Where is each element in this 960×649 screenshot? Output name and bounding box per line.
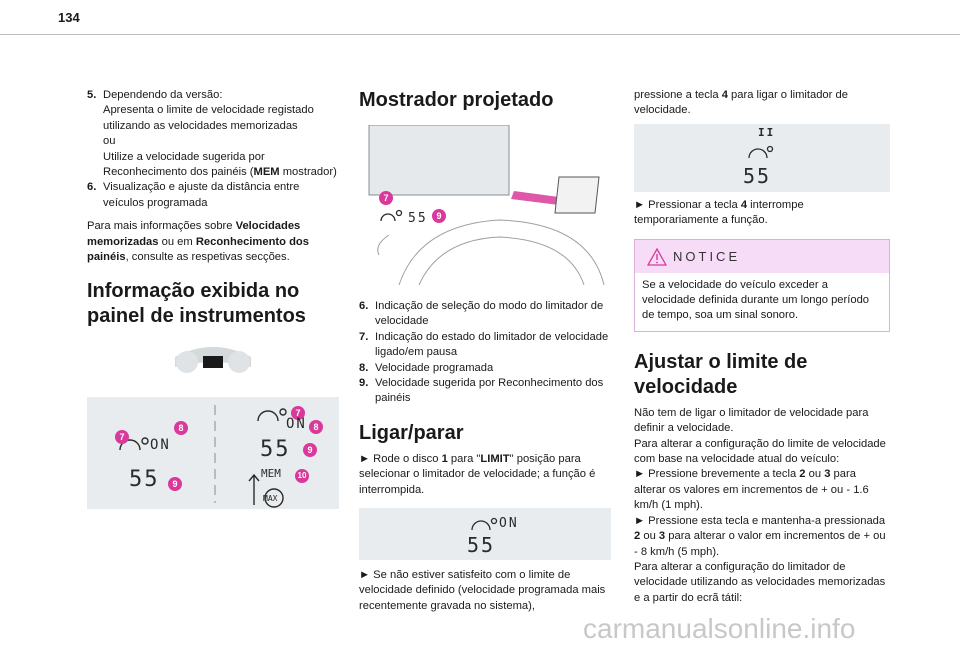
callout-badge: 7 <box>379 191 393 205</box>
pause-figure <box>634 124 890 192</box>
list-item <box>87 88 339 180</box>
column-right <box>634 88 890 606</box>
body-paragraph: Não tem de ligar o limitador de velocidade para definir a velocidade. <box>634 406 869 435</box>
column-middle <box>359 88 614 614</box>
list-item: 9. Velocidade sugerida por Reconhecimento dos painéis <box>359 377 604 405</box>
max-label: MAX <box>263 494 278 504</box>
body-paragraph: Para alterar a configuração do limite de velocidade com base na velocidade atual do veículo: <box>634 437 886 466</box>
on-indicator: ON <box>150 437 171 454</box>
on-indicator: ON <box>499 516 519 532</box>
speed-display: 55 <box>467 533 496 558</box>
list-text: ou <box>103 135 116 148</box>
speed-display: 55 <box>743 163 772 188</box>
callout-badge: 9 <box>432 209 446 223</box>
list-text-bold: MEM <box>253 166 280 179</box>
warning-icon <box>647 248 667 266</box>
cluster-figure <box>87 397 339 509</box>
list-item: 6. Indicação de seleção do modo do limitador de velocidade <box>359 300 604 328</box>
list-text: Apresenta o limite de velocidade registado utilizando as velocidades memorizadas <box>103 104 314 132</box>
list-text: mostrador) <box>279 166 337 179</box>
callout-badge: 8 <box>309 420 323 434</box>
body-paragraph: ► Se não estiver satisfeito com o limite de velocidade definido (velocidade programada mais recentemente gravada no sistema), <box>359 569 606 612</box>
notice-box <box>634 239 890 332</box>
watermark: carmanualsonline.info <box>583 613 856 644</box>
list-item: 8. Velocidade programada <box>359 361 494 374</box>
column-left <box>87 88 339 509</box>
list-number: 5. <box>87 89 97 101</box>
notice-body <box>635 273 889 331</box>
callout-badge: 9 <box>168 477 182 491</box>
list-item: 7. Indicação do estado do limitador de velocidade ligado/em pausa <box>359 330 609 359</box>
hud-figure-art <box>359 125 611 285</box>
body-paragraph: pressione a tecla 4 para ligar o limitador de velocidade. <box>634 89 848 117</box>
section-heading: Ligar/parar <box>359 421 464 444</box>
speed-display: 55 <box>408 211 428 226</box>
list-text: Utilize a velocidade sugerida por Reconhecimento dos painéis ( <box>103 150 265 179</box>
body-paragraph: ► Pressione brevemente a tecla 2 ou 3 para alterar os valores em incrementos de + ou - 1.6 km/h (1 mph). <box>634 468 869 512</box>
list-number: 6. <box>87 181 97 194</box>
notice-text: Se a velocidade do veículo exceder a velocidade definida durante um longo período de tempo, soa um sinal sonoro. <box>642 278 870 322</box>
notice-header <box>635 240 889 273</box>
list-item <box>87 180 339 211</box>
body-paragraph: ► Pressione esta tecla e mantenha-a pressionada 2 ou 3 para alterar o valor em incrementos de + ou - 8 km/h (5 mph). <box>634 514 886 558</box>
cluster-thumbnail <box>87 333 339 389</box>
header-rule <box>0 34 960 35</box>
list-text: Dependendo da versão: <box>103 89 223 101</box>
on-indicator: ON <box>286 416 307 433</box>
callout-badge: 8 <box>174 421 188 435</box>
callout-badge: 7 <box>291 406 305 420</box>
section-heading: Informação exibida no painel de instrumentos <box>87 280 306 328</box>
section-heading: Mostrador projetado <box>359 89 554 111</box>
speed-display: 55 <box>129 467 160 493</box>
mem-label: MEM <box>261 467 281 481</box>
hud-figure <box>359 125 611 285</box>
body-paragraph: ► Rode o disco 1 para "LIMIT" posição para selecionar o limitador de velocidade; a função é interrompida. <box>359 452 596 496</box>
body-paragraph: Para alterar a configuração do limitador de velocidade utilizando as velocidades memorizadas e a partir do ecrã tátil: <box>634 560 886 604</box>
page-number: 134 <box>58 10 80 25</box>
on-figure <box>359 508 611 560</box>
section-heading: Ajustar o limite de velocidade <box>634 350 808 398</box>
pause-indicator: II <box>758 125 776 139</box>
notice-title: NOTICE <box>673 248 741 264</box>
numbered-list <box>359 299 614 407</box>
list-text: Visualização e ajuste da distância entre veículos programada <box>103 181 300 209</box>
numbered-list <box>87 88 339 211</box>
info-paragraph: Para mais informações sobre Velocidades memorizadas ou em Reconhecimento dos painéis, consulte as respetivas secções. <box>87 220 309 264</box>
body-paragraph: ► Pressionar a tecla 4 interrompe temporariamente a função. <box>634 198 804 227</box>
callout-badge: 7 <box>115 430 129 444</box>
speed-display: 55 <box>260 437 291 463</box>
callout-badge: 10 <box>295 469 309 483</box>
callout-badge: 9 <box>303 443 317 457</box>
dashboard-icon <box>87 333 339 389</box>
